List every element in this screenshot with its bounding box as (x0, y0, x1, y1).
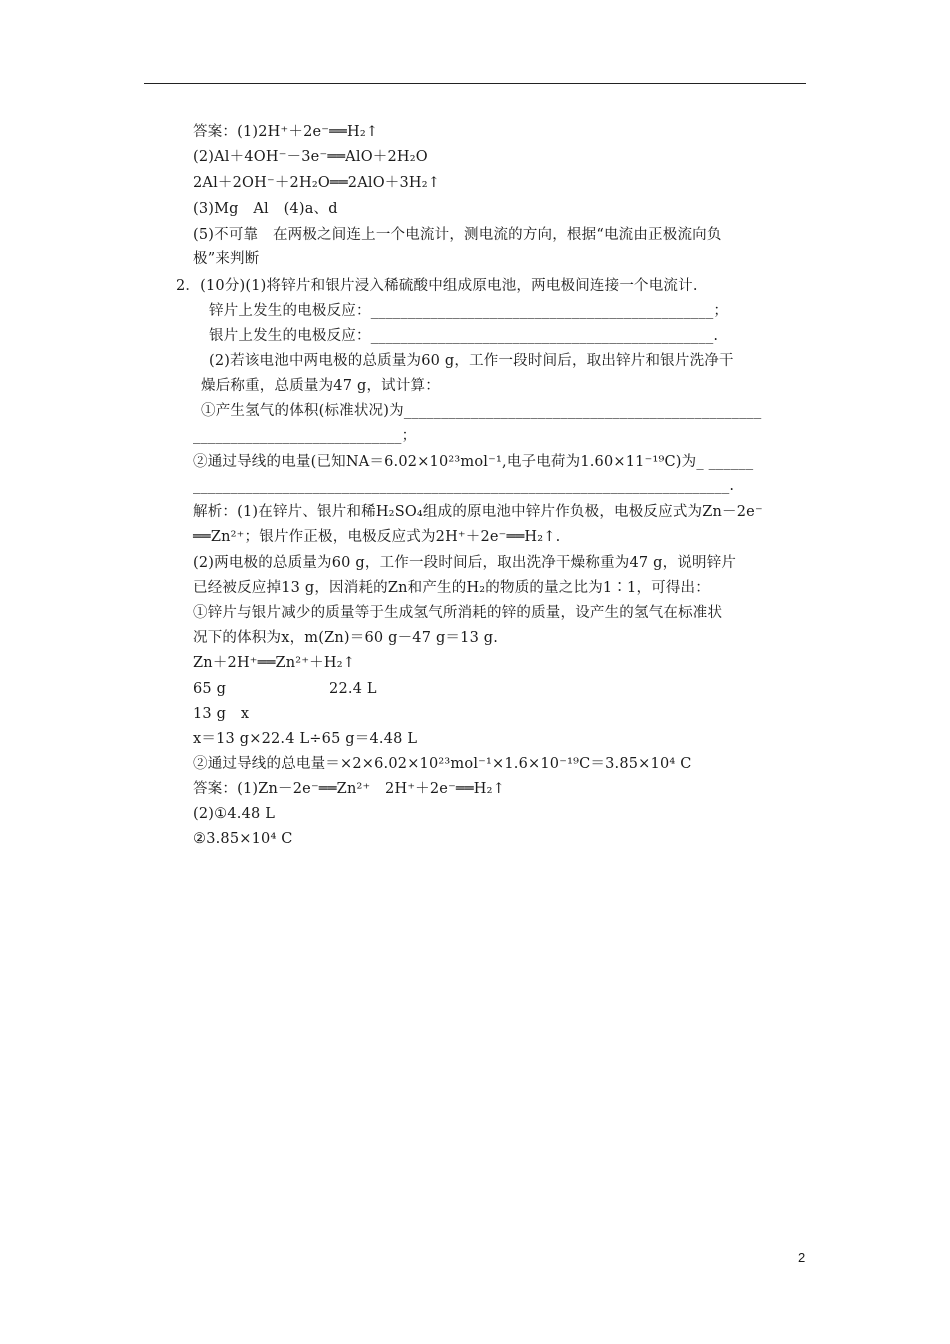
answer-line-2: (2)Al＋4OH⁻－3e⁻══AlO＋2H₂O (193, 149, 428, 165)
analysis-line-2: ══Zn²⁺；银片作正极，电极反应式为2H⁺＋2e⁻══H₂↑. (193, 529, 561, 545)
analysis-equation: Zn＋2H⁺══Zn²⁺＋H₂↑ (193, 655, 356, 671)
analysis-line-6: 况下的体积为x，m(Zn)＝60 g－47 g＝13 g. (193, 630, 499, 646)
analysis-result-volume: x＝13 g×22.4 L÷65 g＝4.48 L (193, 731, 418, 747)
analysis-result-charge: ②通过导线的总电量＝×2×6.02×10²³mol⁻¹×1.6×10⁻¹⁹C＝3.85×10⁴ C (193, 756, 692, 772)
analysis-line-5: ①锌片与银片减少的质量等于生成氢气所消耗的锌的质量，设产生的氢气在标准状 (193, 605, 723, 621)
analysis-line-1: 解析：(1)在锌片、银片和稀H₂SO₄组成的原电池中锌片作负极，电极反应式为Zn－2e⁻ (193, 504, 763, 520)
analysis-line-4: 已经被反应掉13 g，因消耗的Zn和产生的H₂的物质的量之比为1∶1，可得出： (193, 580, 710, 596)
question-part-2-cont: 燥后称重，总质量为47 g，试计算： (201, 378, 440, 394)
answer-line-5: (5)不可靠 在两极之间连上一个电流计，测电流的方向，根据“电流由正极流向负 (193, 227, 722, 243)
question-silver-reaction: 银片上发生的电极反应：______________________________________________. (209, 328, 719, 344)
answer-line-4: (3)Mg Al (4)a、d (193, 201, 338, 217)
page-number: 2 (798, 1250, 806, 1265)
question-hydrogen-volume: ①产生氢气的体积(标准状况)为________________________________________________ (201, 403, 762, 419)
analysis-ratio-2: 13 g x (193, 706, 250, 722)
question-zinc-reaction: 锌片上发生的电极反应：______________________________________________； (209, 303, 729, 319)
final-answer-line-2: (2)①4.48 L (193, 806, 276, 822)
question-charge-blank: ________________________________________________________________________. (193, 478, 735, 494)
answer-line-3: 2Al＋2OH⁻＋2H₂O══2AlO＋3H₂↑ (193, 175, 441, 191)
header-rule (144, 83, 806, 84)
question-hydrogen-volume-blank: ____________________________； (193, 428, 417, 444)
final-answer-line-3: ②3.85×10⁴ C (193, 831, 293, 847)
analysis-ratio-1: 65 g 22.4 L (193, 681, 377, 697)
question-2-stem: 2．(10分)(1)将锌片和银片浸入稀硫酸中组成原电池，两电极间连接一个电流计. (176, 278, 698, 294)
answer-line-6: 极”来判断 (193, 251, 260, 267)
analysis-line-3: (2)两电极的总质量为60 g，工作一段时间后，取出洗净干燥称重为47 g，说明锌片 (193, 555, 737, 571)
answer-line-1: 答案：(1)2H⁺＋2e⁻══H₂↑ (193, 124, 379, 140)
question-charge: ②通过导线的电量(已知NA＝6.02×10²³mol⁻¹,电子电荷为1.60×11⁻¹⁹C)为_ ______ (193, 454, 754, 470)
question-part-2: (2)若该电池中两电极的总质量为60 g，工作一段时间后，取出锌片和银片洗净干 (209, 353, 734, 369)
final-answer-line-1: 答案：(1)Zn－2e⁻══Zn²⁺ 2H⁺＋2e⁻══H₂↑ (193, 781, 506, 797)
